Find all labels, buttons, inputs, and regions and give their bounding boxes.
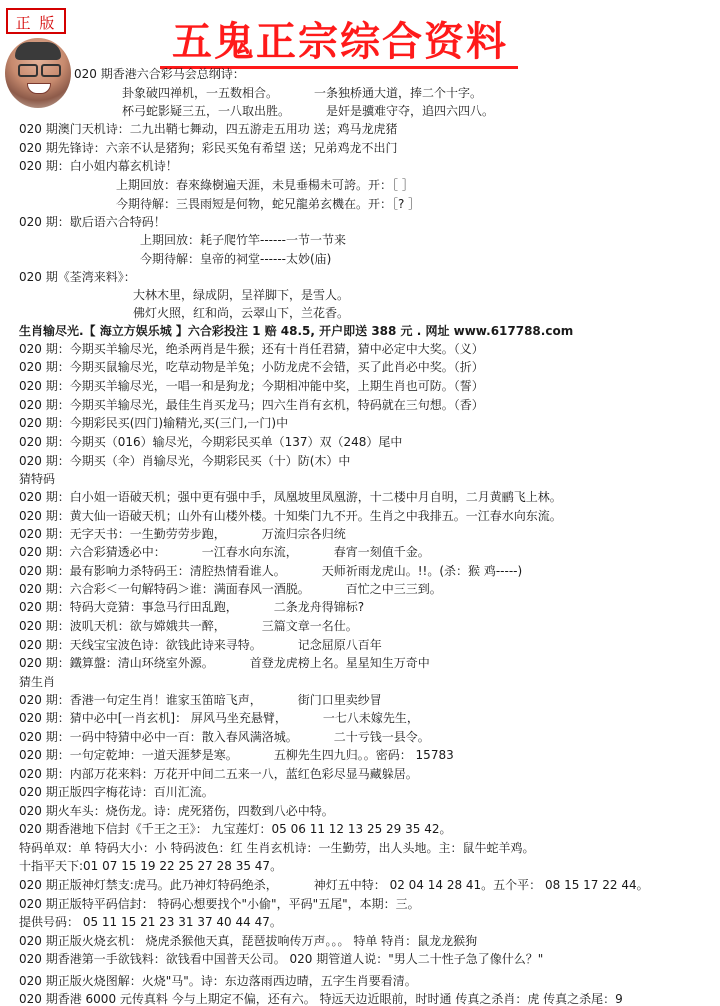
text-line <box>19 878 649 892</box>
page-title: 五鬼正宗综合资料 <box>172 18 508 65</box>
text-segment: 三篇文章一名仕。 <box>261 619 358 633</box>
text-segment: 020 期：今期买鼠输尽光，吃草动物是羊兔；小防龙虎不会错，买了此肖必中奖。（折） <box>19 360 484 374</box>
text-segment: 今期待解：皇帝的祠堂------太妙(庙) <box>140 252 332 266</box>
text-line <box>133 306 349 320</box>
text-segment: 020 期正版神灯禁支:虎马。此乃神灯特码绝杀， <box>19 878 278 892</box>
text-line <box>19 472 55 486</box>
text-line <box>19 859 282 873</box>
text-segment: 020 期：歇后语六合特码！ <box>19 215 166 229</box>
text-segment: 万流归宗各归统 <box>261 527 346 541</box>
text-line <box>19 822 451 836</box>
text-line <box>116 178 414 192</box>
text-segment: 020 期香港地下信封《千王之王》： 九宝莲灯：05 06 11 12 13 25 29 35 42。 <box>19 822 452 836</box>
text-segment: 020 期：波叽天机：欲与嫦娥共一醉， <box>19 619 226 633</box>
text-segment: 百忙之中三三到。 <box>345 582 442 596</box>
text-segment: 生肖输尽光.【 海立方娱乐城 】六合彩投注 1 赔 48.5, 开户即送 388 元 . 网址 www.617788.com <box>19 324 574 338</box>
text-segment: 020 期：白小姐内幕玄机诗！ <box>19 159 178 173</box>
text-segment: 020 期正版火烧图解：火烧"马"。诗：东边落雨西边晴，五字生肖要看清。 <box>19 973 417 988</box>
text-segment: 春宵一刻值千金。 <box>333 545 430 559</box>
text-segment: 首登龙虎榜上名。星星知生万奇中 <box>249 656 430 670</box>
text-segment: 上期回放：耗子爬竹竿------一节一节来 <box>140 233 346 247</box>
text-segment: 020 期：最有影响力杀特码王：清腔热情看谁人。 <box>19 564 286 578</box>
text-segment: 020 期：六合彩猜透必中： <box>19 545 166 559</box>
text-line <box>19 974 417 988</box>
text-segment: 猜生肖 <box>19 675 56 689</box>
text-segment: 一江春水向东流， <box>201 545 298 559</box>
text-line <box>19 952 543 966</box>
text-line <box>19 785 214 799</box>
text-segment: 记念屈原八百年 <box>297 638 382 652</box>
text-segment: 020 期：今期买（016）输尽光，今期彩民买单（137）双（248）尾中 <box>19 435 403 449</box>
text-segment: 020 期澳门天机诗：二九出鞘七舞动，四五游走五用功 送；鸡马龙虎猪 <box>19 122 398 136</box>
text-line <box>19 619 358 633</box>
text-line <box>19 600 364 614</box>
text-segment: 020 期：特码大竞猜：事急马行田乱跑， <box>19 600 238 614</box>
text-segment: 020 期：六合彩＜一句解特码＞谁：满面春风一酒脱。 <box>19 582 310 596</box>
text-segment: 020 期火车头：烧伤龙。诗：虎死猪伤，四数到八必中特。 <box>19 804 334 818</box>
text-line <box>19 564 522 578</box>
text-segment: 十指平天下:01 07 15 19 22 25 27 28 35 47。 <box>19 859 283 873</box>
text-line <box>74 67 245 81</box>
text-segment: 天师祈雨龙虎山。!!。(杀：猴 鸡-----) <box>321 564 523 578</box>
text-segment: 神灯五中特： 02 04 14 28 41。五个平： 08 15 17 22 44。 <box>313 878 649 892</box>
text-line <box>19 934 477 948</box>
text-segment: 020 期：今期买（伞）肖输尽光，今期彩民买（十）防(木）中 <box>19 454 351 468</box>
text-line <box>19 141 398 155</box>
text-segment: 020 期正版火烧玄机： 烧虎杀猴他天真，琵琶拔响传万声。。。 特单 特肖：鼠龙龙猴狗 <box>19 934 478 948</box>
text-segment: 020 期：香港一句定生肖！谁家玉笛暗飞声， <box>19 693 262 707</box>
text-segment: 020 期香港六合彩马会总纲诗： <box>74 67 245 81</box>
text-segment: 020 期：内部万花来料：万花开中间二五来一八，蓝红色彩尽显马藏躲居。 <box>19 767 418 781</box>
text-segment: 020 期：黄大仙一语破天机；山外有山楼外楼。十知柴门九不开。生肖之中我排五。一江春水向东流。 <box>19 509 562 523</box>
text-line <box>19 122 398 136</box>
text-segment: 特码单双：单 特码大小：小 特码波色：红 生肖玄机诗：一生勤劳，出人头地。主：鼠牛蛇羊鸡。 <box>19 841 535 855</box>
text-line <box>19 582 442 596</box>
text-segment: 020 期香港 6000 元传真料 今与上期定不偏，还有六。 特远天边近眼前，时时通 传真之杀肖：虎 传真之杀尾：9 <box>19 992 623 1006</box>
text-line <box>19 675 55 689</box>
text-segment: 020 期正版特平码信封： 特码心想要找个"小偷"，平码"五尾"，本期：三。 <box>19 897 420 911</box>
text-segment: 卦象破四禅机，一五数相合。 <box>122 86 279 100</box>
text-segment: 是奸是骥难守夺，追四六四八。 <box>326 104 495 118</box>
text-segment: 大林木里，绿成阴，呈祥脚下，是雪人。 <box>133 288 350 302</box>
text-segment: 二条龙舟得锦标? <box>273 600 365 614</box>
text-segment: 提供号码： 05 11 15 21 23 31 37 40 44 47。 <box>19 915 282 929</box>
text-line <box>19 638 382 652</box>
text-line <box>19 730 430 744</box>
text-line <box>116 197 420 211</box>
text-line <box>19 159 178 173</box>
text-segment: 020 期：今期彩民买(四门)输精光,买(三门,一门)中 <box>19 416 289 430</box>
text-line <box>19 270 136 284</box>
text-segment: 上期回放：春來綠樹遍天涯，未見垂楊未可誇。开：［ ］ <box>116 178 414 192</box>
text-line <box>19 711 419 725</box>
text-line <box>133 288 349 302</box>
text-line <box>19 915 282 929</box>
text-segment: 020 期：一码中特猜中必中一百：散入春风满洛城。 <box>19 730 298 744</box>
text-segment: 020 期香港第一手欲钱料：欲钱看中国普天公司。 020 期管道人说："男人二十性子急了像什么？" <box>19 952 544 966</box>
text-line <box>19 435 402 449</box>
text-line <box>19 804 334 818</box>
text-line <box>19 360 484 374</box>
text-line <box>19 509 562 523</box>
text-line <box>122 86 482 100</box>
portrait-avatar <box>5 38 71 108</box>
text-line <box>19 841 534 855</box>
text-segment: 杯弓蛇影疑三五，一八取出胜。 <box>122 104 291 118</box>
text-segment: 020 期：今期买羊输尽光，绝杀两肖是牛猴；还有十肖任君猜，猜中必定中大奖。（义） <box>19 342 484 356</box>
text-line <box>19 545 430 559</box>
text-segment: 020 期：白小姐一语破天机；强中更有强中手，凤凰坡里凤凰游，十二楼中月自明，二月黄鹂飞上林。 <box>19 490 562 504</box>
text-line <box>19 454 350 468</box>
text-line <box>19 379 484 393</box>
text-segment: 020 期：今期买羊输尽光，最佳生肖买龙马；四六生肖有玄机，特码就在三句想。（香） <box>19 398 484 412</box>
text-line <box>19 767 418 781</box>
text-segment: 020 期：一句定乾坤：一道天涯梦是寒。 <box>19 748 238 762</box>
text-line <box>19 398 484 412</box>
text-segment: 五柳先生四九归。。密码： 15783 <box>273 748 454 762</box>
text-line <box>19 992 623 1006</box>
text-line <box>19 324 573 338</box>
text-line <box>19 748 454 762</box>
text-segment: 街门口里卖纱冒 <box>297 693 382 707</box>
text-segment: 020 期：今期买羊输尽光，一唱一和是狗龙；今期相冲能中奖，上期生肖也可防。（誓） <box>19 379 484 393</box>
text-segment: 佛灯火照，红和尚，云翠山下，兰花香。 <box>133 306 350 320</box>
text-line <box>19 416 288 430</box>
text-segment: 020 期《荃湾来料》： <box>19 270 136 284</box>
text-segment: 020 期：无字天书：一生勤劳劳步跑， <box>19 527 226 541</box>
text-segment: 二十亏钱一县令。 <box>333 730 430 744</box>
text-line <box>19 656 430 670</box>
text-segment: 一七八未嫁先生， <box>322 711 419 725</box>
text-segment: 020 期：猜中必中[一肖玄机]： 屏风马坐充悬臂， <box>19 711 287 725</box>
edition-badge: 正 版 <box>6 8 66 34</box>
text-segment: 一条独桥通大道，捧二个十字。 <box>314 86 483 100</box>
text-segment: 020 期正版四字梅花诗：百川汇流。 <box>19 785 214 799</box>
text-line <box>122 104 494 118</box>
text-line <box>19 342 484 356</box>
text-segment: 020 期先锋诗：六亲不认是猪狗；彩民买兔有希望 送；兄弟鸡龙不出门 <box>19 141 398 155</box>
text-line <box>19 897 420 911</box>
text-segment: 今期待解：三畏雨短是何物，蛇兄龍弟玄機在。开：［? ］ <box>116 197 421 211</box>
text-line <box>19 490 562 504</box>
text-line <box>19 215 166 229</box>
text-line <box>19 527 346 541</box>
text-segment: 020 期：鐵算盤：清山环绕室外源。 <box>19 656 214 670</box>
text-segment: 020 期：天线宝宝波色诗：欲钱此诗来寻特。 <box>19 638 262 652</box>
text-line <box>19 693 382 707</box>
text-line <box>140 233 346 247</box>
text-line <box>140 252 331 266</box>
text-segment: 猜特码 <box>19 472 56 486</box>
